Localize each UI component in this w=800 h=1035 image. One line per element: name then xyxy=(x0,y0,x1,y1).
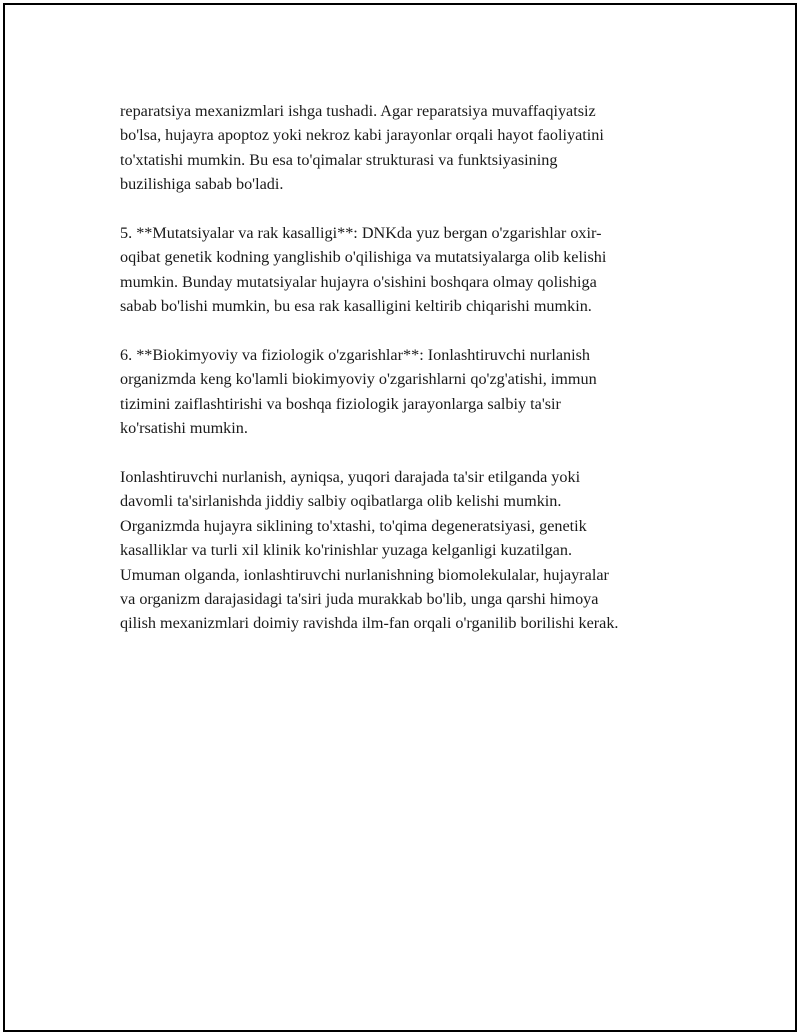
text-line: organizmda keng ko'lamli biokimyoviy o'zgarishlarni qo'zg'atishi, immun xyxy=(120,370,597,389)
text-line: davomli ta'sirlanishda jiddiy salbiy oqibatlarga olib kelishi mumkin. xyxy=(120,492,562,511)
text-line: ko'rsatishi mumkin. xyxy=(120,419,248,438)
text-line: Ionlashtiruvchi nurlanish, ayniqsa, yuqori darajada ta'sir etilganda yoki xyxy=(120,468,581,487)
document-body xyxy=(120,99,690,660)
text-line: buzilishiga sabab bo'ladi. xyxy=(120,175,284,194)
text-line: reparatsiya mexanizmlari ishga tushadi. Agar reparatsiya muvaffaqiyatsiz xyxy=(120,102,596,120)
paragraph-item-5-mutations xyxy=(120,221,690,319)
text-line: mumkin. Bunday mutatsiyalar hujayra o'sishini boshqara olmay qolishiga xyxy=(120,272,597,291)
text-line: Umuman olganda, ionlashtiruvchi nurlanishning biomolekulalar, hujayralar xyxy=(120,565,609,584)
text-line: 5. **Mutatsiyalar va rak kasalligi**: DNKda yuz bergan o'zgarishlar oxir- xyxy=(120,224,602,243)
document-page xyxy=(3,3,797,1032)
text-line: kasalliklar va turli xil klinik ko'rinishlar yuzaga kelganligi kuzatilgan. xyxy=(120,541,573,560)
paragraph-reparation-continuation xyxy=(120,99,690,197)
paragraph-item-6-biochemical xyxy=(120,343,690,441)
text-line: qilish mexanizmlari doimiy ravishda ilm-fan orqali o'rganilib borilishi kerak. xyxy=(120,614,619,633)
text-line: to'xtatishi mumkin. Bu esa to'qimalar strukturasi va funktsiyasining xyxy=(120,150,558,169)
text-line: bo'lsa, hujayra apoptoz yoki nekroz kabi jarayonlar orqali hayot faoliyatini xyxy=(120,126,604,145)
text-line: 6. **Biokimyoviy va fiziologik o'zgarishlar**: Ionlashtiruvchi nurlanish xyxy=(120,346,591,365)
text-line: oqibat genetik kodning yanglishib o'qilishiga va mutatsiyalarga olib kelishi xyxy=(120,248,607,267)
paragraph-conclusion xyxy=(120,465,690,636)
text-line: sabab bo'lishi mumkin, bu esa rak kasalligini keltirib chiqarishi mumkin. xyxy=(120,297,592,316)
text-line: va organizm darajasidagi ta'siri juda murakkab bo'lib, unga qarshi himoya xyxy=(120,590,599,609)
text-line: Organizmda hujayra siklining to'xtashi, to'qima degeneratsiyasi, genetik xyxy=(120,516,587,535)
text-line: tizimini zaiflashtirishi va boshqa fiziologik jarayonlarga salbiy ta'sir xyxy=(120,394,561,413)
